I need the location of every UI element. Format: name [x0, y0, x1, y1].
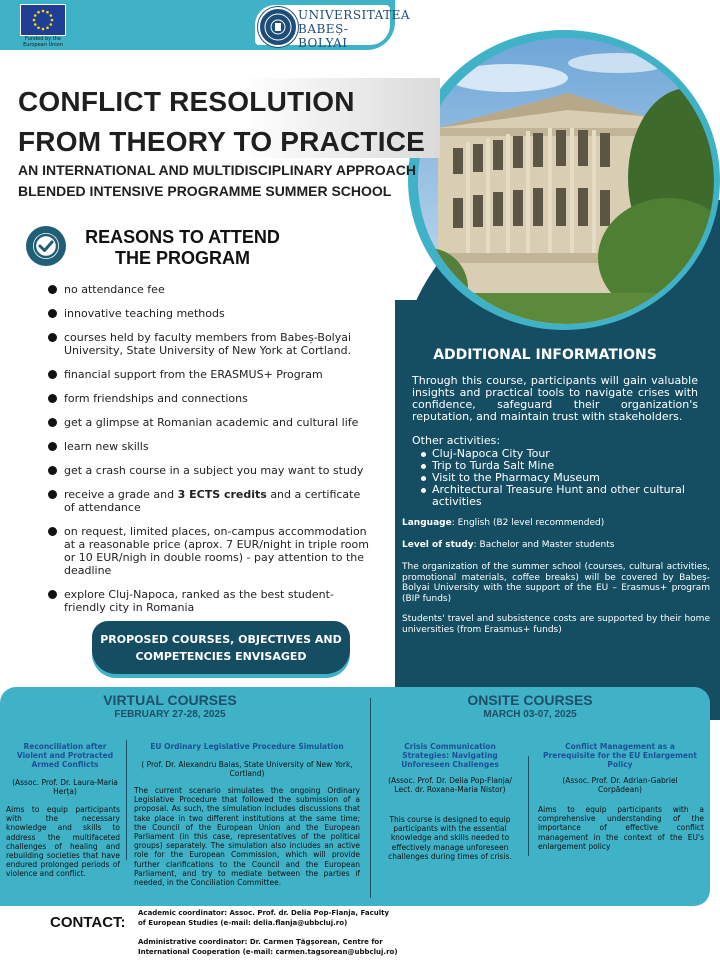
proposed-courses-label[interactable]: PROPOSED COURSES, OBJECTIVES AND COMPETENCIES ENVISAGED [100, 633, 342, 663]
eu-flag-icon [20, 4, 66, 36]
language-label: Language [402, 518, 452, 528]
contact-heading: CONTACT: [50, 914, 126, 931]
language-info [402, 518, 710, 529]
language-value: : English (B2 level recommended) [451, 518, 605, 528]
subtitle-line: BLENDED INTENSIVE PROGRAMME SUMMER SCHOOL [18, 183, 392, 199]
course-description: Aims to equip participants with a comprehensive understanding of the importance of effective conflict management in the context of the EU's enlargement policy [538, 805, 704, 851]
course-professor: (Assoc. Prof. Dr. Delia Pop-Flanja/ Lect. dr. Roxana-Maria Nistor) [388, 776, 512, 794]
virtual-courses-dates: FEBRUARY 27-28, 2025 [114, 709, 226, 720]
other-activities-label: Other activities: [412, 434, 501, 447]
course-title: Reconciliation after Violent and Protracted Armed Conflicts [16, 742, 114, 769]
list-item: Cluj-Napoca City Tour [420, 448, 700, 460]
reasons-list [48, 283, 370, 625]
divider [528, 756, 529, 856]
eu-funding-caption: Funded by the European Union [23, 36, 63, 48]
onsite-courses-heading: ONSITE COURSES [467, 692, 593, 708]
ects-lead: receive a grade and [64, 488, 175, 501]
checkmark-icon-inner [33, 233, 59, 259]
course-professor: ( Prof. Dr. Alexandru Balas, State University of New York, Cortland) [141, 760, 353, 778]
level-label: Level of study [402, 540, 474, 550]
list-item: financial support from the ERASMUS+ Program [48, 368, 370, 381]
course-description: Aims to equip participants with the necessary knowledge and skills to address the multifaceted challenges of healing and rebuilding societies that have endured prolonged periods of violence and conflict. [6, 805, 120, 879]
list-item: Trip to Turda Salt Mine [420, 460, 700, 472]
list-item: innovative teaching methods [48, 307, 370, 320]
list-item: get a glimpse at Romanian academic and cultural life [48, 416, 370, 429]
page-subtitle [18, 160, 418, 202]
additional-info-title: ADDITIONAL INFORMATIONS [433, 347, 657, 363]
course-title: Conflict Management as a Prerequisite for the EU Enlargement Policy [543, 742, 697, 769]
list-item: explore Cluj-Napoca, ranked as the best student-friendly city in Romania [48, 588, 370, 614]
list-item: form friendships and connections [48, 392, 370, 405]
list-item: on request, limited places, on-campus accommodation at a reasonable price (aprox. 7 EUR/night in triple room or 10 EUR/nigh in double rooms) - pay attention to the deadline [48, 525, 370, 577]
travel-info: Students' travel and subsistence costs are supported by their home universities (from Erasmus+ funds) [402, 614, 710, 635]
course-description: This course is designed to equip participants with the essential knowledge and skills needed to effectively manage unforeseen challenges during times of crisis. [388, 815, 512, 861]
reasons-title: REASONS TO ATTEND THE PROGRAM [85, 227, 280, 268]
course-description: The current scenario simulates the ongoing Ordinary Legislative Procedure that followed the submission of a proposal. As such, the simulation includes discussions that take place in two different institutions at the same time; the Council of the European Union and the European Parliament (in this case, representatives of the political groups) separately. The simulation also includes an active role for the European Commission, which will provide further clarifications to the Council and the European Parliament, and try to mediate between the parties if needed, in the Conciliation Committee. [134, 786, 360, 888]
level-value: : Bachelor and Master students [473, 540, 615, 550]
virtual-courses-heading: VIRTUAL COURSES [103, 692, 237, 708]
course-professor: (Assoc. Prof. Dr. Adrian-Gabriel Corpădean) [562, 776, 678, 794]
activities-list [420, 448, 700, 508]
list-item: courses held by faculty members from Babeș-Bolyai University, State University of New York at Cortland. [48, 331, 370, 357]
page-title: CONFLICT RESOLUTION FROM THEORY TO PRACTICE [18, 86, 425, 157]
administrative-coordinator: Administrative coordinator: Dr. Carmen Țăgșorean, Centre for International Cooperation (e-mail: carmen.tagsorean@ubbcluj.ro) [138, 938, 398, 956]
course-professor: (Assoc. Prof. Dr. Laura-Maria Herța) [12, 778, 118, 796]
course-description: Through this course, participants will gain valuable insights and practical tools to navigate crises with confidence, safeguard their organization's reputation, and maintain trust with stakeholders. [412, 374, 698, 423]
list-item: get a crash course in a subject you may want to study [48, 464, 370, 477]
course-title: EU Ordinary Legislative Procedure Simulation [150, 742, 344, 751]
list-item: Architectural Treasure Hunt and other cultural activities [420, 484, 700, 508]
list-item: learn new skills [48, 440, 370, 453]
university-seal-icon [258, 7, 298, 47]
level-info [402, 540, 710, 551]
divider [370, 698, 371, 898]
list-item [48, 488, 370, 514]
onsite-courses-dates: MARCH 03-07, 2025 [483, 709, 577, 720]
university-building-photo [418, 38, 714, 324]
divider [126, 740, 127, 860]
funding-info: The organization of the summer school (courses, cultural activities, promotional materials, coffee breaks) will be covered by Babeș-Bolyai University with the support of the EU – Erasmus+ program (BIP funds) [402, 562, 710, 604]
ects-tail: and a certificate of attendance [64, 488, 361, 514]
list-item: Visit to the Pharmacy Museum [420, 472, 700, 484]
ects-credits: 3 ECTS credits [177, 488, 267, 501]
course-title: Crisis Communication Strategies: Navigating Unforeseen Challenges [401, 742, 499, 769]
university-name: UNIVERSITATEA BABEȘ-BOLYAI [298, 8, 411, 50]
list-item: no attendance fee [48, 283, 370, 296]
academic-coordinator: Academic coordinator: Assoc. Prof. dr. Delia Pop-Flanja, Faculty of European Studies (e-mail: delia.flanja@ubbcluj.ro) [138, 909, 390, 927]
subtitle-line: AN INTERNATIONAL AND MULTIDISCIPLINARY APPROACH [18, 162, 416, 178]
